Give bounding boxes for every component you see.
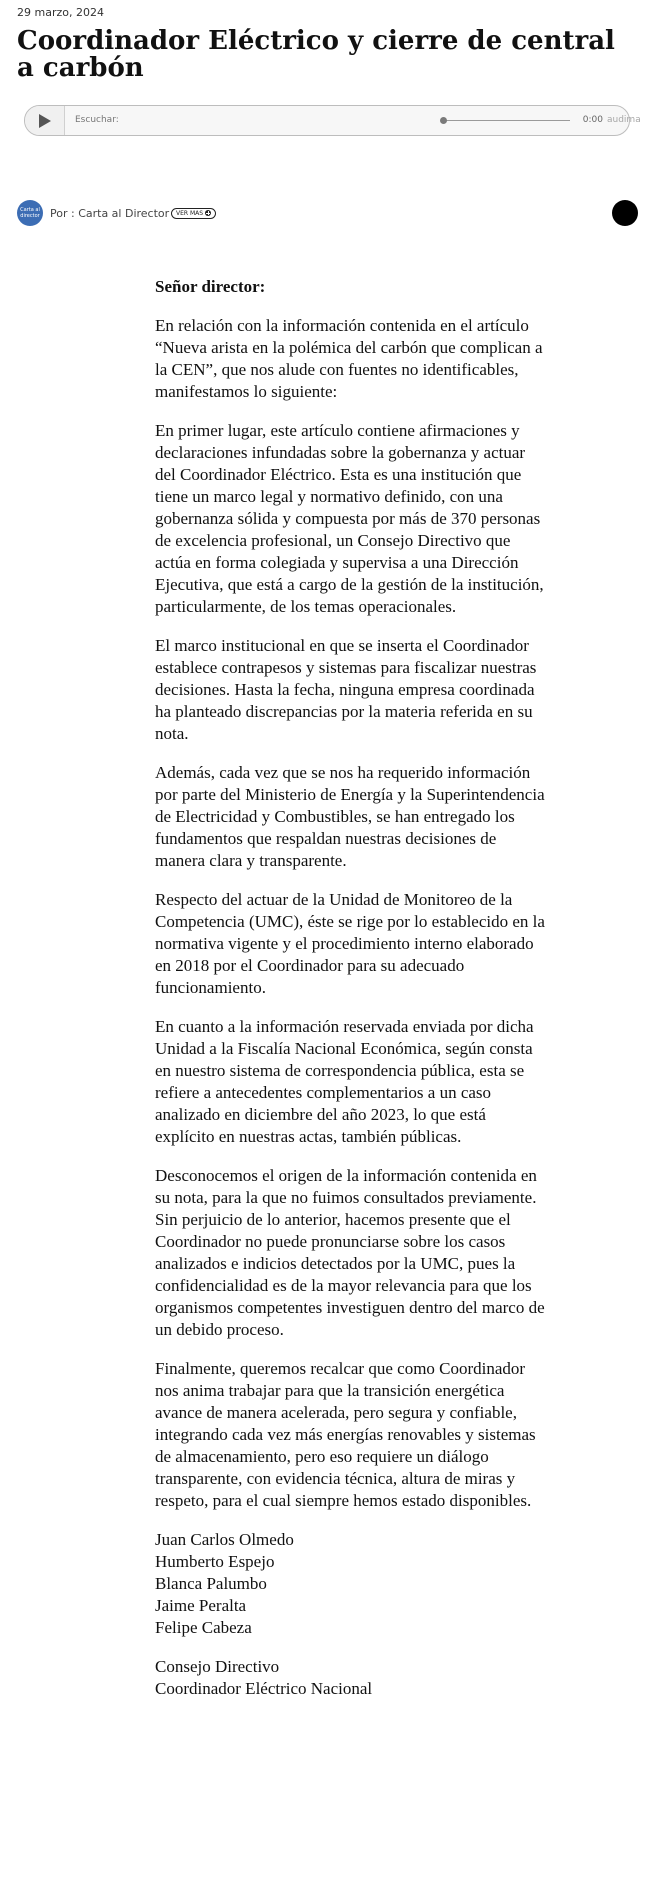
closing-line: Consejo Directivo — [155, 1657, 280, 1676]
player-label: Escuchar: — [75, 115, 119, 125]
article-title: Coordinador Eléctrico y cierre de central a carbón — [17, 26, 615, 83]
player-time: 0:00 — [582, 115, 603, 125]
author-byline: Por : Carta al Director — [50, 207, 170, 220]
author-avatar[interactable]: Carta al director — [17, 200, 43, 226]
paragraph: Además, cada vez que se nos ha requerido información por parte del Ministerio de Energía y la Superintendencia de Electricidad y Combustibles, se han entregado los fundamentos que respaldan nuestras decisiones de manera clara y transparente. — [155, 763, 545, 870]
menu-dot-button[interactable] — [612, 200, 638, 226]
signatories — [155, 1529, 549, 1639]
closing — [155, 1656, 549, 1700]
paragraph: Desconocemos el origen de la información contenida en su nota, para la que no fuimos consultados previamente. Sin perjuicio de lo anterior, hacemos presente que el Coordinador no puede pronunciarse sobre los casos analizados e indicios detectados por la UMC, pues la confidencialidad es de la mayor relevancia para que los organismos competentes investiguen dentro del marco de un debido proceso. — [155, 1166, 545, 1339]
paragraph: Respecto del actuar de la Unidad de Monitoreo de la Competencia (UMC), éste se rige por lo establecido en la normativa vigente y el procedimiento interno elaborado en 2018 por el Coordinador para su adecuado funcionamiento. — [155, 890, 545, 997]
article-date: 29 marzo, 2024 — [17, 6, 104, 19]
audio-player — [24, 105, 641, 136]
paragraph: Finalmente, queremos recalcar que como Coordinador nos anima trabajar para que la transición energética avance de manera acelerada, pero segura y confiable, integrando cada vez más energías renovables y sistemas de almacenamiento, pero eso requiere un diálogo transparente, con evidencia técnica, altura de miras y respeto, para el cual siempre hemos estado disponibles. — [155, 1359, 536, 1510]
closing-line: Coordinador Eléctrico Nacional — [155, 1679, 373, 1698]
signatory: Blanca Palumbo — [155, 1574, 267, 1593]
progress-knob[interactable] — [440, 117, 447, 124]
signatory: Jaime Peralta — [155, 1596, 247, 1615]
plus-icon — [205, 210, 211, 216]
paragraph: En primer lugar, este artículo contiene afirmaciones y declaraciones infundadas sobre la gobernanza y actuar del Coordinador Eléctrico. Esta es una institución que tiene un marco legal y normativo definido, con una gobernanza sólida y compuesta por más de 370 personas de excelencia profesional, un Consejo Directivo que actúa en forma colegiada y supervisa a una Dirección Ejecutiva, que está a cargo de la gestión de la institución, particularmente, de los temas operacionales. — [155, 421, 544, 616]
audima-logo[interactable]: audima — [607, 115, 641, 125]
paragraph: En relación con la información contenida en el artículo “Nueva arista en la polémica del carbón que complican a la CEN”, que nos alude con fuentes no identificables, manifestamos lo siguiente: — [155, 316, 543, 401]
signatory: Humberto Espejo — [155, 1552, 275, 1571]
signatory: Felipe Cabeza — [155, 1618, 252, 1637]
signatory: Juan Carlos Olmedo — [155, 1530, 294, 1549]
ver-mas-label: VER MAS — [176, 210, 204, 217]
paragraph: En cuanto a la información reservada enviada por dicha Unidad a la Fiscalía Nacional Económica, según consta en nuestro sistema de correspondencia pública, esta se refiere a antecedentes complementarios a un caso analizado en diciembre del año 2023, lo que está explícito en nuestras actas, también públicas. — [155, 1017, 534, 1146]
greeting: Señor director: — [155, 277, 266, 296]
ver-mas-button[interactable] — [171, 208, 216, 219]
author-row — [17, 200, 637, 228]
paragraph: El marco institucional en que se inserta el Coordinador establece contrapesos y sistemas para fiscalizar nuestras decisiones. Hasta la fecha, ninguna empresa coordinada ha planteado discrepancias por la materia referida en su nota. — [155, 636, 537, 743]
play-button[interactable] — [25, 106, 65, 135]
progress-track[interactable] — [443, 120, 570, 121]
article-body — [155, 276, 549, 1700]
play-icon — [38, 114, 52, 128]
